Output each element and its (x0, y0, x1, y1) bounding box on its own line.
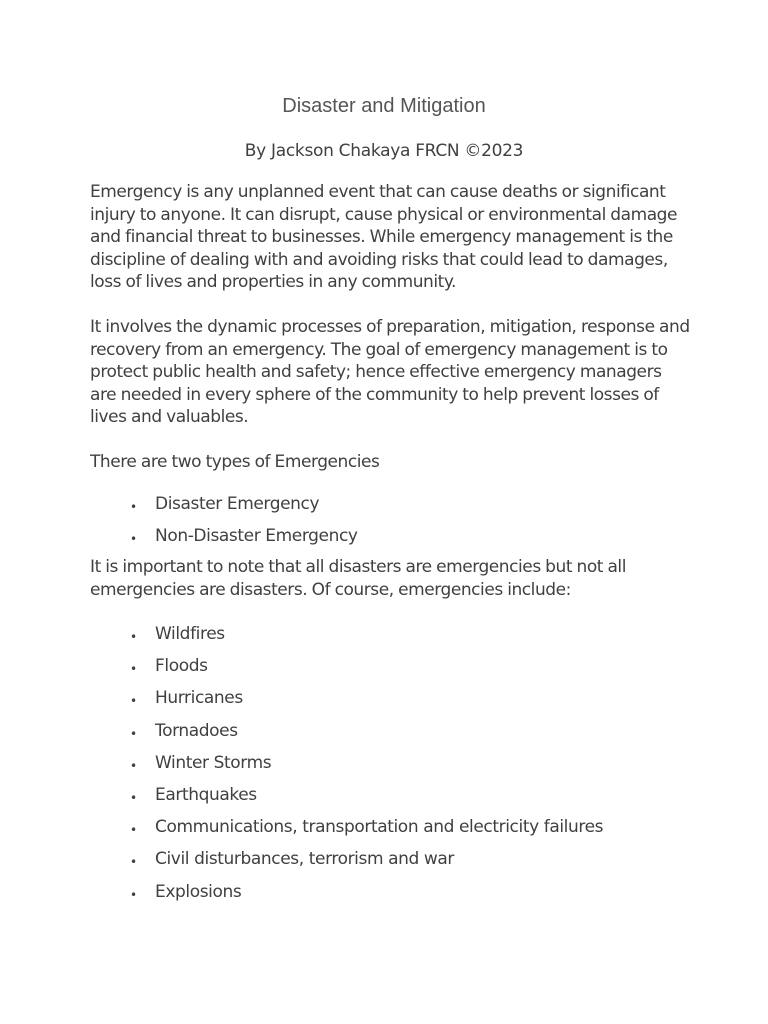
paragraph-emergency-definition: Emergency is any unplanned event that can cause deaths or significant injury to anyone. It can disrupt, cause physical or environmental damage and financial threat to businesses. While emergency management is the discipline of dealing with and avoiding risks that could lead to damages, loss of lives and properties in any community. (90, 182, 678, 293)
bullet-icon: • (130, 532, 137, 547)
bullet-icon: • (130, 855, 137, 870)
list-item-text: Explosions (155, 881, 242, 902)
bullet-icon: • (130, 662, 137, 677)
bullet-icon: • (130, 694, 137, 709)
list-item-text: Civil disturbances, terrorism and war (155, 849, 455, 870)
bullet-icon: • (130, 823, 137, 838)
document-title: Disaster and Mitigation (282, 95, 486, 117)
list-item-text: Winter Storms (155, 752, 272, 773)
list-item-text: Tornadoes (155, 720, 238, 741)
paragraph-emergency-management: It involves the dynamic processes of preparation, mitigation, response and recovery from an emergency. The goal of emergency management is to protect public health and safety; hence effective emergency managers are needed in every sphere of the community to help prevent losses of lives and valuables. (90, 317, 690, 428)
bullet-icon: • (130, 758, 137, 773)
bullet-icon: • (130, 630, 137, 644)
list-item-text: Wildfires (155, 624, 225, 644)
list-item-text: Communications, transportation and electricity failures (155, 817, 604, 838)
bullet-icon: • (130, 500, 137, 514)
paragraph-examples-intro: It is important to note that all disasters are emergencies but not all emergencies are disasters. Of course, emergencies include: (90, 557, 626, 600)
list-item-text: Hurricanes (155, 688, 243, 709)
bullet-icon: • (130, 726, 137, 741)
bullet-icon: • (130, 790, 137, 805)
list-item-text: Floods (155, 656, 208, 677)
list-item-text: Earthquakes (155, 784, 257, 805)
list-item-text: Disaster Emergency (155, 494, 320, 514)
list-item-text: Non-Disaster Emergency (155, 526, 358, 547)
paragraph-types-intro: There are two types of Emergencies (90, 452, 380, 472)
document-byline: By Jackson Chakaya FRCN ©2023 (244, 141, 524, 161)
bullet-icon: • (130, 887, 137, 902)
